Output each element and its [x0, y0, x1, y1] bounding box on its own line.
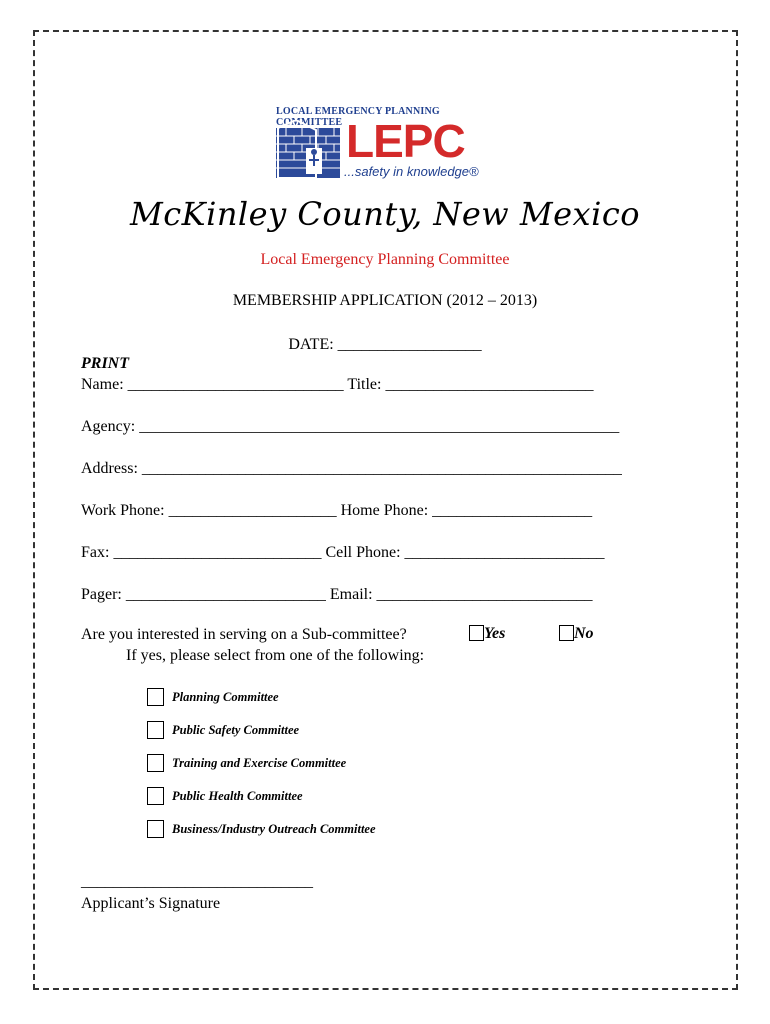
date-field[interactable]: [0, 336, 770, 354]
agency-field[interactable]: Agency: ____________________________________________________________: [81, 418, 620, 435]
fax-cell-fields[interactable]: Fax: __________________________ Cell Phone: _________________________: [81, 544, 605, 561]
committee-option[interactable]: [147, 688, 279, 706]
logo-building-icon: [276, 120, 342, 178]
committee-label: Public Safety Committee: [172, 723, 300, 737]
logo-acronym: LEPC: [346, 115, 465, 167]
subtitle: Local Emergency Planning Committee: [260, 251, 510, 268]
if-yes-instruction: If yes, please select from one of the following:: [126, 647, 425, 664]
signature-line[interactable]: _____________________________: [81, 873, 313, 890]
committee-checkbox[interactable]: [147, 820, 164, 838]
date-label: DATE: __________________: [288, 336, 482, 353]
phone-fields[interactable]: Work Phone: _____________________ Home Phone: ____________________: [81, 502, 593, 519]
logo-top-text: LOCAL EMERGENCY PLANNING COMMITTEE: [276, 106, 440, 128]
committee-checkbox[interactable]: [147, 754, 164, 772]
committee-checkbox[interactable]: [147, 787, 164, 805]
page-title: McKinley County, New Mexico: [129, 195, 641, 233]
pager-email-fields[interactable]: Pager: _________________________ Email: ___________________________: [81, 586, 593, 603]
committee-label: Training and Exercise Committee: [172, 756, 347, 770]
subcommittee-question: Are you interested in serving on a Sub-committee?: [81, 626, 407, 643]
no-label: No: [574, 625, 594, 642]
name-title-field[interactable]: Name: ___________________________ Title: __________________________: [81, 376, 594, 393]
yes-checkbox[interactable]: [469, 625, 484, 641]
no-option[interactable]: [559, 625, 594, 643]
committee-option[interactable]: [147, 787, 303, 805]
logo-tagline: ...safety in knowledge®: [344, 164, 479, 179]
yes-label: Yes: [484, 625, 506, 642]
lepc-logo: [276, 106, 492, 182]
print-label: PRINT: [81, 355, 129, 372]
committee-checkbox[interactable]: [147, 688, 164, 706]
signature-label: Applicant’s Signature: [81, 895, 221, 912]
committee-option[interactable]: [147, 820, 376, 838]
committee-label: Public Health Committee: [172, 789, 303, 803]
form-title: MEMBERSHIP APPLICATION (2012 – 2013): [232, 292, 538, 309]
committee-label: Business/Industry Outreach Committee: [172, 822, 376, 836]
address-field[interactable]: Address: ____________________________________________________________: [81, 460, 622, 477]
committee-checkbox[interactable]: [147, 721, 164, 739]
no-checkbox[interactable]: [559, 625, 574, 641]
yes-option[interactable]: [469, 625, 505, 643]
committee-label: Planning Committee: [172, 690, 279, 704]
committee-option[interactable]: [147, 754, 346, 772]
committee-option[interactable]: [147, 721, 299, 739]
